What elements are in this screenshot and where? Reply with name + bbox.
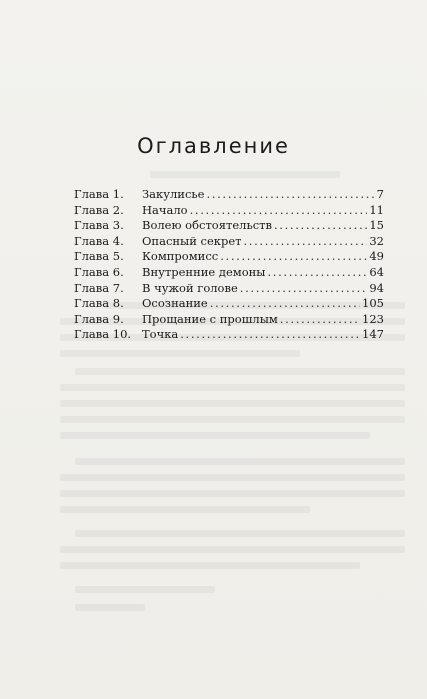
toc-dot-leader [190,203,368,219]
bleed-through-line [60,432,370,439]
toc-dot-leader [206,187,374,203]
bleed-through-line [60,384,405,391]
toc-chapter-number: Глава 4. [74,233,124,248]
toc-chapter-title: В чужой голове [142,280,238,295]
toc-entry [74,265,384,281]
bleed-through-line [60,546,405,553]
toc-chapter-number: Глава 10. [74,327,132,342]
bleed-through-line [60,416,405,423]
bleed-through-line [75,458,405,465]
toc-page-number: 49 [369,249,384,264]
toc-chapter-title: Волею обстоятельств [142,218,272,233]
toc-page-number: 15 [369,218,384,233]
toc-dot-leader [220,249,367,265]
toc-dot-leader [240,281,368,297]
toc-chapter-number: Глава 1. [74,187,124,201]
toc-chapter-number: Глава 7. [74,280,124,295]
toc-chapter-title: Внутренние демоны [142,264,266,279]
toc-chapter-title: Закулисье [142,187,205,201]
toc-dot-leader [244,234,368,250]
bleed-through-line [60,400,405,407]
bleed-through-line [60,490,405,497]
toc-dot-leader [267,265,367,281]
bleed-through-line [60,562,360,569]
toc-page-number: 32 [369,233,384,248]
toc-chapter-title: Прощание с прошлым [142,311,278,326]
toc-chapter-title: Точка [142,327,179,342]
toc-dot-leader [280,312,360,328]
toc-list [74,187,384,343]
bleed-through-line [75,604,145,611]
bleed-through-line [150,171,340,178]
toc-chapter-title: Начало [142,202,188,217]
toc-chapter-number: Глава 6. [74,264,124,279]
toc-entry [74,234,384,250]
bleed-through-line [60,350,300,357]
bleed-through-line [75,368,405,375]
bleed-through-line [60,474,405,481]
toc-chapter-title: Компромисс [142,249,219,264]
toc-chapter-number: Глава 5. [74,249,124,264]
toc-dot-leader [274,218,367,234]
toc-page-number: 123 [362,311,384,326]
bleed-through-line [75,530,405,537]
toc-chapter-number: Глава 2. [74,202,124,217]
toc-entry [74,312,384,328]
toc-page-number: 11 [369,202,384,217]
bleed-through-line [60,506,310,513]
toc-chapter-number: Глава 9. [74,311,124,326]
toc-page-number: 64 [369,264,384,279]
toc-chapter-title: Осознание [142,296,208,311]
toc-page-number: 7 [376,187,384,201]
toc-page-number: 94 [369,280,384,295]
toc-page-number: 147 [362,327,384,342]
toc-entry [74,218,384,234]
toc-entry [74,249,384,265]
bleed-through-line [75,586,215,593]
toc-entry [74,296,384,312]
toc-dot-leader [210,296,360,312]
toc-chapter-number: Глава 8. [74,296,124,311]
toc-entry [74,281,384,297]
toc-entry [74,203,384,219]
toc-entry [74,187,384,203]
toc-title: Оглавление [137,134,290,159]
toc-dot-leader [180,327,360,343]
toc-entry [74,327,384,343]
toc-chapter-number: Глава 3. [74,218,124,233]
toc-chapter-title: Опасный секрет [142,233,242,248]
toc-page-number: 105 [362,296,384,311]
